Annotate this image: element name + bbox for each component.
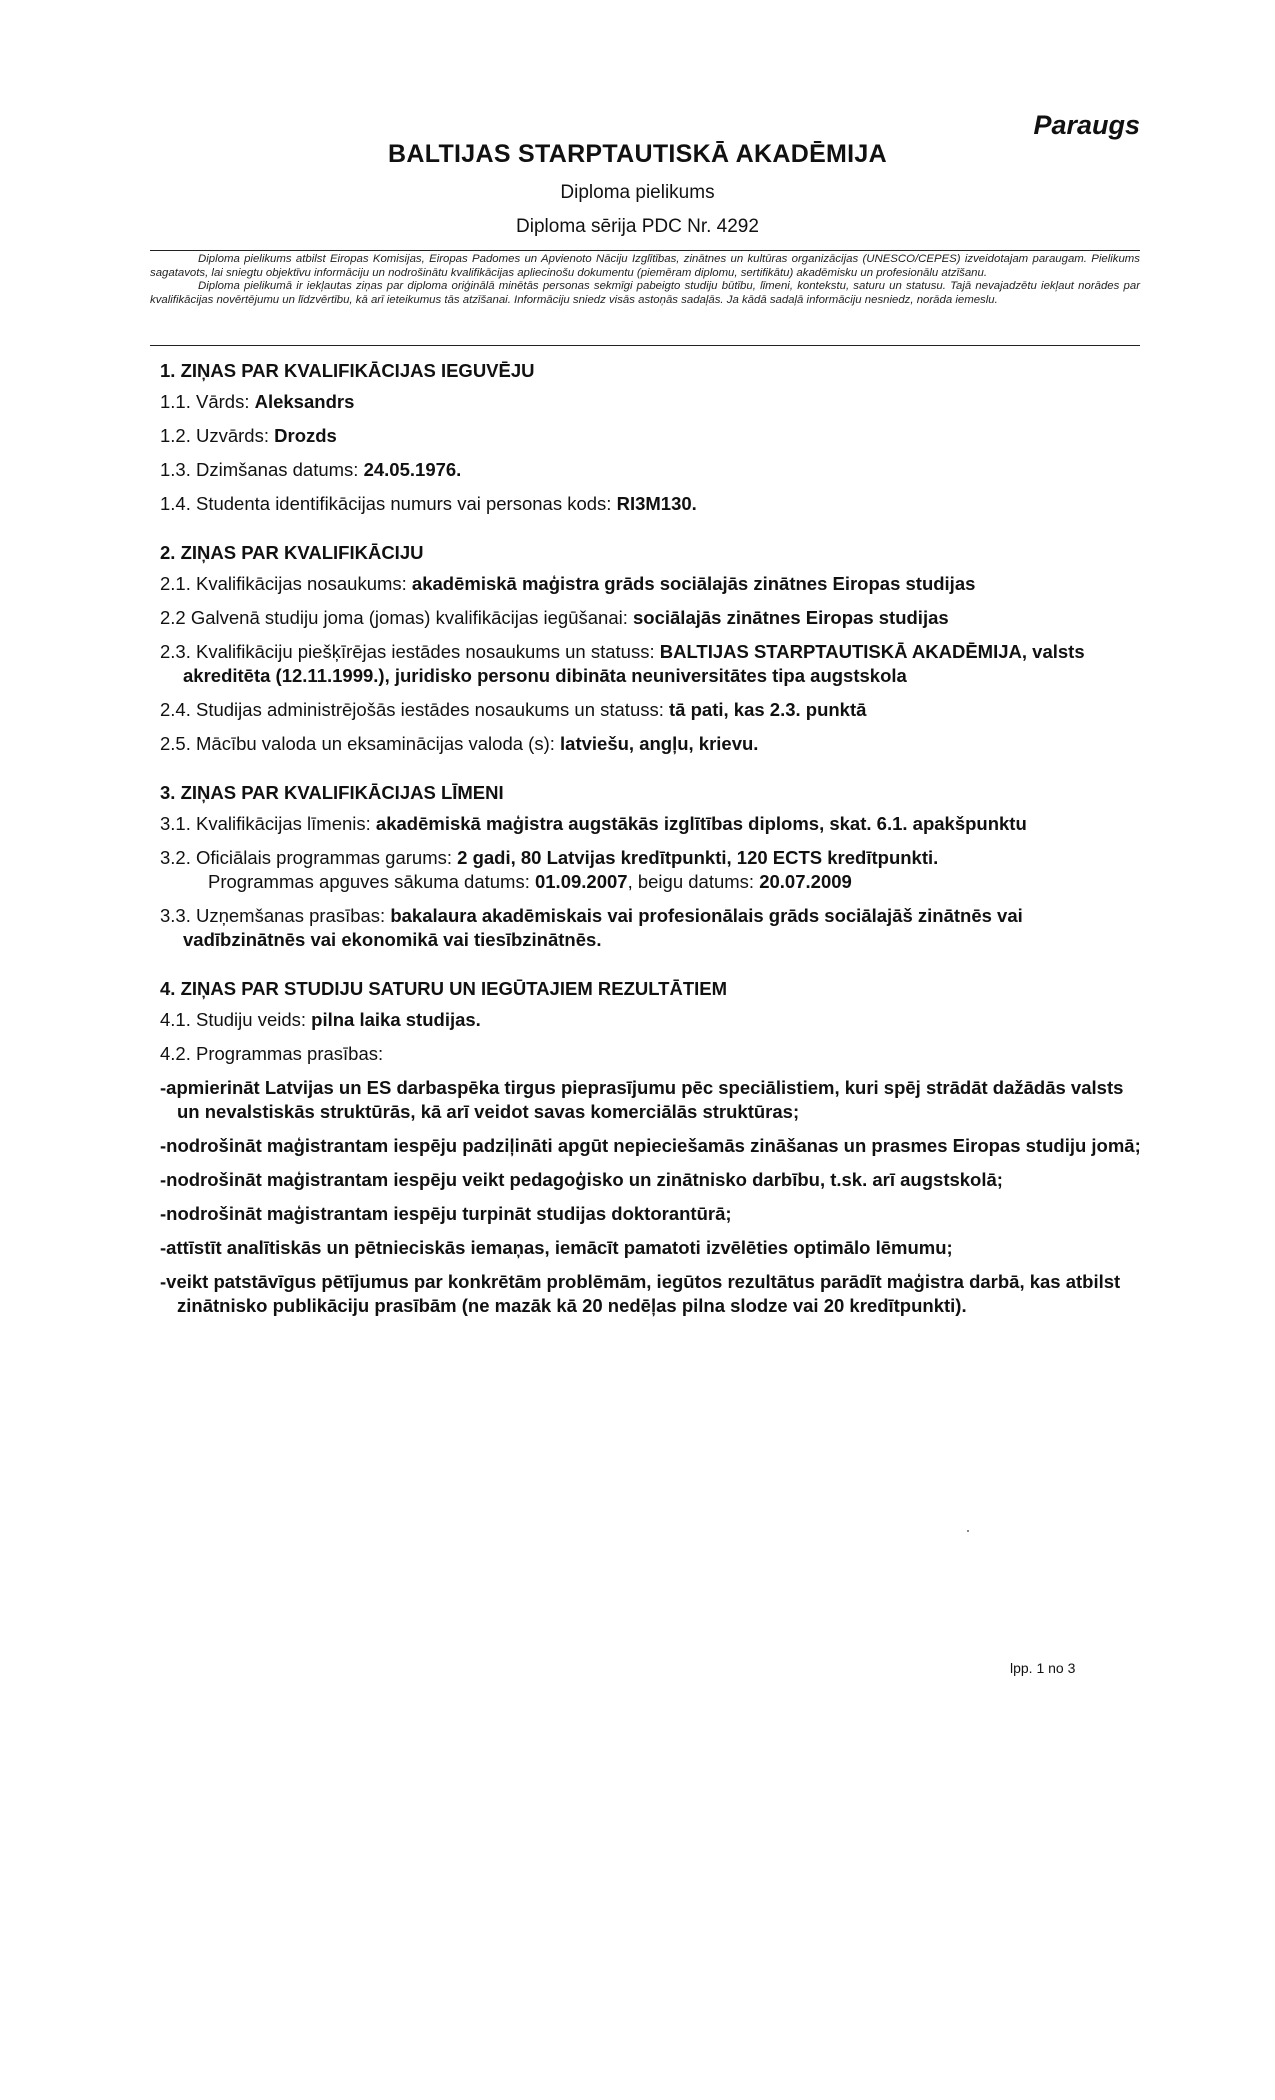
field-study-field: 2.2 Galvenā studiju joma (jomas) kvalifikācijas iegūšanai: sociālajās zinātnes Eiropas studijas	[160, 607, 949, 628]
section-heading: 4. ZIŅAS PAR STUDIJU SATURU UN IEGŪTAJIEM REZULTĀTIEM	[160, 978, 728, 999]
field-program-requirements: 4.2. Programmas prasības:	[160, 1043, 384, 1064]
requirement-item: -nodrošināt maģistrantam iespēju veikt pedagoģisko un zinātnisko darbību, t.sk. arī augstskolā;	[160, 1169, 1003, 1190]
section-heading: 1. ZIŅAS PAR KVALIFIKĀCIJAS IEGUVĒJU	[160, 360, 535, 381]
page-number: lpp. 1 no 3	[1010, 1660, 1076, 1676]
field-awarding-institution: 2.3. Kvalifikāciju piešķīrējas iestādes nosaukums un statuss: BALTIJAS STARPTAUTISKĀ AKADĒMIJA, valsts akreditēta (12.11.1999.), juridisko personu dibināta neuniversitātes tipa augstskola	[160, 641, 1085, 686]
requirement-item: -veikt patstāvīgus pētījumus par konkrētām problēmām, iegūtos rezultātus parādīt maģistra darbā, kas atbilst zinātnisko publikāciju prasībām (ne mazāk kā 20 nedēļas pilna slodze vai 20 kredītpunkti).	[160, 1271, 1121, 1316]
requirement-item: -nodrošināt maģistrantam iespēju padziļināti apgūt nepieciešamās zināšanas un prasmes Eiropas studiju jomā;	[160, 1135, 1141, 1156]
document-subtitle: Diploma pielikums	[560, 182, 715, 203]
field-qualification-name: 2.1. Kvalifikācijas nosaukums: akadēmiskā maģistra grāds sociālajās zinātnes Eiropas studijas	[160, 573, 976, 594]
sample-stamp: Paraugs	[1033, 110, 1140, 140]
field-admission-requirements: 3.3. Uzņemšanas prasības: bakalaura akadēmiskais vai profesionālais grāds sociālajāš zinātnēs vai vadībzinātnēs vai ekonomikā vai tiesībzinātnēs.	[160, 905, 1023, 950]
scan-speck	[967, 1530, 969, 1532]
requirement-item: -apmierināt Latvijas un ES darbaspēka tirgus pieprasījumu pēc speciālistiem, kuri spēj strādāt dažādās valsts un nevalstiskās struktūrās, kā arī veidot savas komerciālās struktūras;	[160, 1077, 1124, 1122]
field-study-mode: 4.1. Studiju veids: pilna laika studijas.	[160, 1009, 481, 1030]
series-number: Nr. 4292	[687, 216, 759, 237]
field-birth-date: 1.3. Dzimšanas datums: 24.05.1976.	[160, 459, 462, 480]
bottom-divider	[150, 345, 1140, 346]
field-administering-institution: 2.4. Studijas administrējošās iestādes nosaukums un statuss: tā pati, kas 2.3. punktā	[160, 699, 867, 720]
field-last-name: 1.2. Uzvārds: Drozds	[160, 425, 337, 446]
top-divider	[150, 250, 1140, 251]
field-first-name: 1.1. Vārds: Aleksandrs	[160, 391, 355, 412]
intro-note	[150, 253, 1140, 307]
series-label: Diploma sērija PDC	[516, 216, 682, 237]
academy-title: BALTIJAS STARPTAUTISKĀ AKADĒMIJA	[388, 140, 887, 168]
field-student-id: 1.4. Studenta identifikācijas numurs vai personas kods: RI3M130.	[160, 493, 697, 514]
document-body	[160, 360, 1150, 1328]
intro-note-paragraph: Diploma pielikumā ir iekļautas ziņas par diploma oriģinālā minētās personas sekmīgi pabeigto studiju būtību, līmeni, kontekstu, saturu un statusu. Tajā nevajadzētu iekļaut norādes par kvalifikācijas novērtējumu un līdzvērtību, kā arī ieteikumus tās atzīšanai. Informāciju sniedz visās astoņās sadaļās. Ja kādā sadaļā informāciju nesniedz, norāda iemeslu.	[150, 280, 1140, 306]
requirement-item: -attīstīt analītiskās un pētnieciskās iemaņas, iemācīt pamatoti izvēlēties optimālo lēmumu;	[160, 1237, 953, 1258]
field-program-length: 3.2. Oficiālais programmas garums: 2 gadi, 80 Latvijas kredītpunkti, 120 ECTS kredītpunkti. Programmas apguves sākuma datums: 01.09.2007, beigu datums: 20.07.2009	[160, 847, 939, 892]
field-qualification-level: 3.1. Kvalifikācijas līmenis: akadēmiskā maģistra augstākās izglītības diploms, skat. 6.1. apakšpunktu	[160, 813, 1027, 834]
diploma-series	[0, 216, 1275, 238]
requirement-item: -nodrošināt maģistrantam iespēju turpināt studijas doktorantūrā;	[160, 1203, 732, 1224]
field-languages: 2.5. Mācību valoda un eksaminācijas valoda (s): latviešu, angļu, krievu.	[160, 733, 759, 754]
section-heading: 3. ZIŅAS PAR KVALIFIKĀCIJAS LĪMENI	[160, 782, 504, 803]
section-heading: 2. ZIŅAS PAR KVALIFIKĀCIJU	[160, 542, 424, 563]
intro-note-paragraph: Diploma pielikums atbilst Eiropas Komisijas, Eiropas Padomes un Apvienoto Nāciju Izglītības, zinātnes un kultūras organizācijas (UNESCO/CEPES) izveidotajam paraugam. Pielikums sagatavots, lai sniegtu objektīvu informāciju un nodrošinātu kvalifikācijas apliecinošu dokumentu (piemēram diplomu, sertifikātu) akadēmisku un profesionālu atzīšanu.	[150, 253, 1140, 279]
